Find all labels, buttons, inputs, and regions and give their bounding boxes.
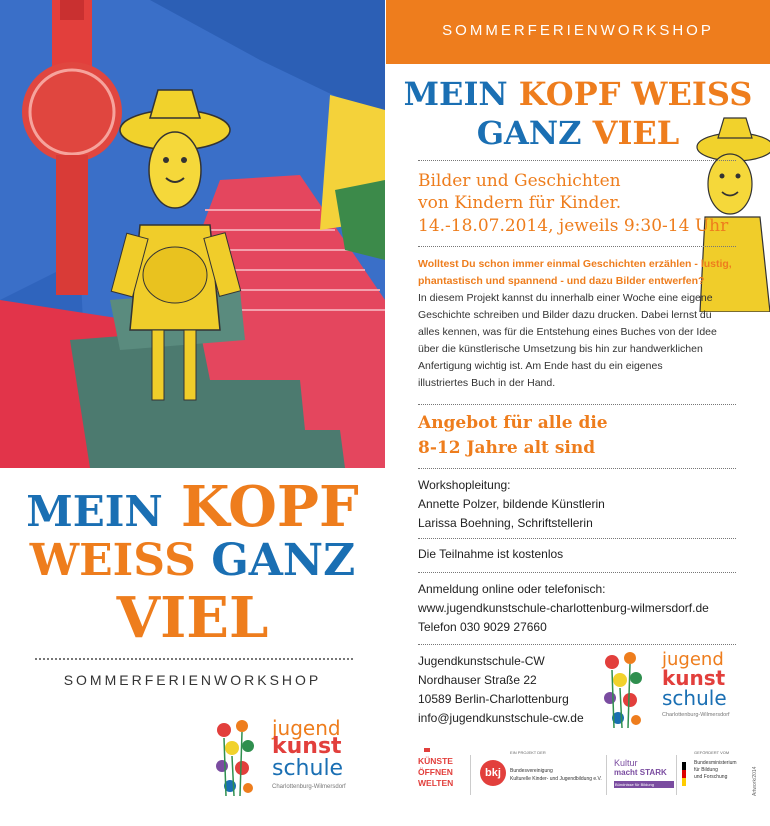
bkj-caption: EIN PROJEKT DER — [510, 750, 546, 755]
right-title-word: VIEL — [592, 114, 680, 152]
divider — [418, 246, 736, 247]
logo-word: Kultur — [614, 758, 638, 768]
bkj-logo — [480, 750, 610, 800]
bmbf-name: und Forschung — [694, 774, 728, 780]
logo-word: kunst — [272, 734, 342, 759]
address-street: Nordhauser Straße 22 — [418, 673, 537, 687]
logo-subline: Charlottenburg-Wilmersdorf — [662, 712, 730, 718]
divider — [418, 160, 736, 161]
address-city: 10589 Berlin-Charlottenburg — [418, 692, 569, 706]
logo-word: schule — [272, 756, 344, 781]
logo-word: ÖFFNEN — [418, 767, 453, 777]
divider — [418, 404, 736, 405]
intro-question: Wolltest Du schon immer einmal Geschichten erzählen - lustig, — [418, 258, 732, 270]
divider — [418, 538, 736, 539]
left-title-row1 — [0, 474, 385, 540]
kultur-macht-stark-logo — [614, 758, 674, 798]
divider — [418, 644, 736, 645]
intro-body-line: Anfertigung wichtig ist. Am Ende hast du ein eigenes — [418, 360, 663, 372]
right-title-row1 — [386, 75, 770, 113]
left-title-row2 — [0, 536, 385, 586]
intro-body-line: alles kennen, was für die Entstehung eines Buches von der Idee — [418, 326, 717, 338]
intro-body-line: illustriertes Buch in der Hand. — [418, 377, 556, 389]
bmbf-name: für Bildung — [694, 767, 718, 773]
banner-label: SOMMERFERIENWORKSHOP — [442, 22, 714, 39]
separator — [470, 755, 471, 795]
subtitle-line: Bilder und Geschichten — [418, 171, 621, 191]
logo-word: kunst — [662, 666, 726, 690]
bkj-name: Bundesvereinigung — [510, 768, 553, 774]
registration-link[interactable]: www.jugendkunstschule-charlottenburg-wilmersdorf.de — [418, 601, 709, 615]
flag-icon — [682, 762, 692, 786]
subtitle-line: von Kindern für Kinder. — [418, 193, 622, 213]
bkj-mark: bkj — [480, 760, 506, 786]
subtitle-dates: 14.-18.07.2014, jeweils 9:30-14 Uhr — [418, 216, 729, 236]
registration-phone: Telefon 030 9029 27660 — [418, 620, 547, 634]
right-title-word: GANZ — [476, 114, 582, 152]
bmbf-name: Bundesministerium — [694, 760, 737, 766]
left-title-word: VIEL — [116, 585, 269, 651]
left-footer-label: SOMMERFERIENWORKSHOP — [63, 672, 322, 688]
bmbf-logo — [682, 750, 744, 800]
intro-body-line: In diesem Projekt kannst du innerhalb einer Woche eine eigene — [418, 292, 713, 304]
left-title-row3 — [0, 585, 385, 651]
audience-line: 8-12 Jahre alt sind — [418, 438, 596, 458]
jugendkunstschule-logo — [600, 650, 750, 730]
leitung-person: Annette Polzer, bildende Künstlerin — [418, 497, 605, 511]
intro-body-line: Geschichte schreiben und Bilder dazu drucken. Dabei lernst du — [418, 309, 712, 321]
logo-word: schule — [662, 686, 727, 710]
logo-word: KÜNSTE — [418, 756, 453, 766]
separator — [606, 755, 607, 795]
divider — [418, 572, 736, 573]
registration-text: Anmeldung online oder telefonisch: — [418, 582, 606, 596]
divider — [35, 658, 353, 660]
logo-word: macht STARK — [614, 768, 667, 777]
logo-word: WELTEN — [418, 778, 454, 788]
bkj-name: Kulturelle Kinder- und Jugendbildung e.V. — [510, 776, 602, 782]
side-note: Artwork/2014 — [752, 766, 758, 796]
address-email[interactable]: info@jugendkunstschule-cw.de — [418, 711, 584, 725]
kuenste-oeffnen-welten-logo — [418, 748, 478, 798]
intro-body-line: über die künstlerische Umsetzung bis hin zur handwerklichen — [418, 343, 703, 355]
jugendkunstschule-logo — [212, 718, 362, 798]
audience-line: Angebot für alle die — [418, 413, 608, 433]
logo-mark — [424, 748, 430, 752]
leitung-person: Larissa Boehning, Schriftstellerin — [418, 516, 593, 530]
bmbf-caption: GEFÖRDERT VOM — [694, 750, 730, 755]
artwork-photo — [0, 0, 385, 468]
logo-subline: Charlottenburg-Wilmersdorf — [272, 784, 346, 790]
banner — [386, 0, 770, 64]
logo-subline: Bündnisse für Bildung — [614, 781, 674, 788]
address-name: Jugendkunstschule-CW — [418, 654, 545, 668]
logo-word: jugend — [662, 649, 724, 670]
left-title-word: WEISS — [29, 535, 196, 586]
logo-word: jugend — [272, 716, 341, 740]
leitung-heading: Workshopleitung: — [418, 478, 511, 492]
right-title-word: KOPF WEISS — [518, 75, 753, 113]
intro-question: phantastisch und spannend - und dazu Bilder entwerfen? — [418, 275, 705, 287]
flower-icon — [212, 718, 262, 798]
fee-text: Die Teilnahme ist kostenlos — [418, 547, 564, 561]
divider — [418, 468, 736, 469]
left-title-word: KOPF — [180, 474, 359, 540]
left-title-word: MEIN — [26, 487, 163, 536]
separator — [676, 755, 677, 795]
flower-icon — [600, 650, 650, 730]
left-title-word: GANZ — [211, 535, 356, 586]
right-title-word: MEIN — [403, 75, 508, 113]
